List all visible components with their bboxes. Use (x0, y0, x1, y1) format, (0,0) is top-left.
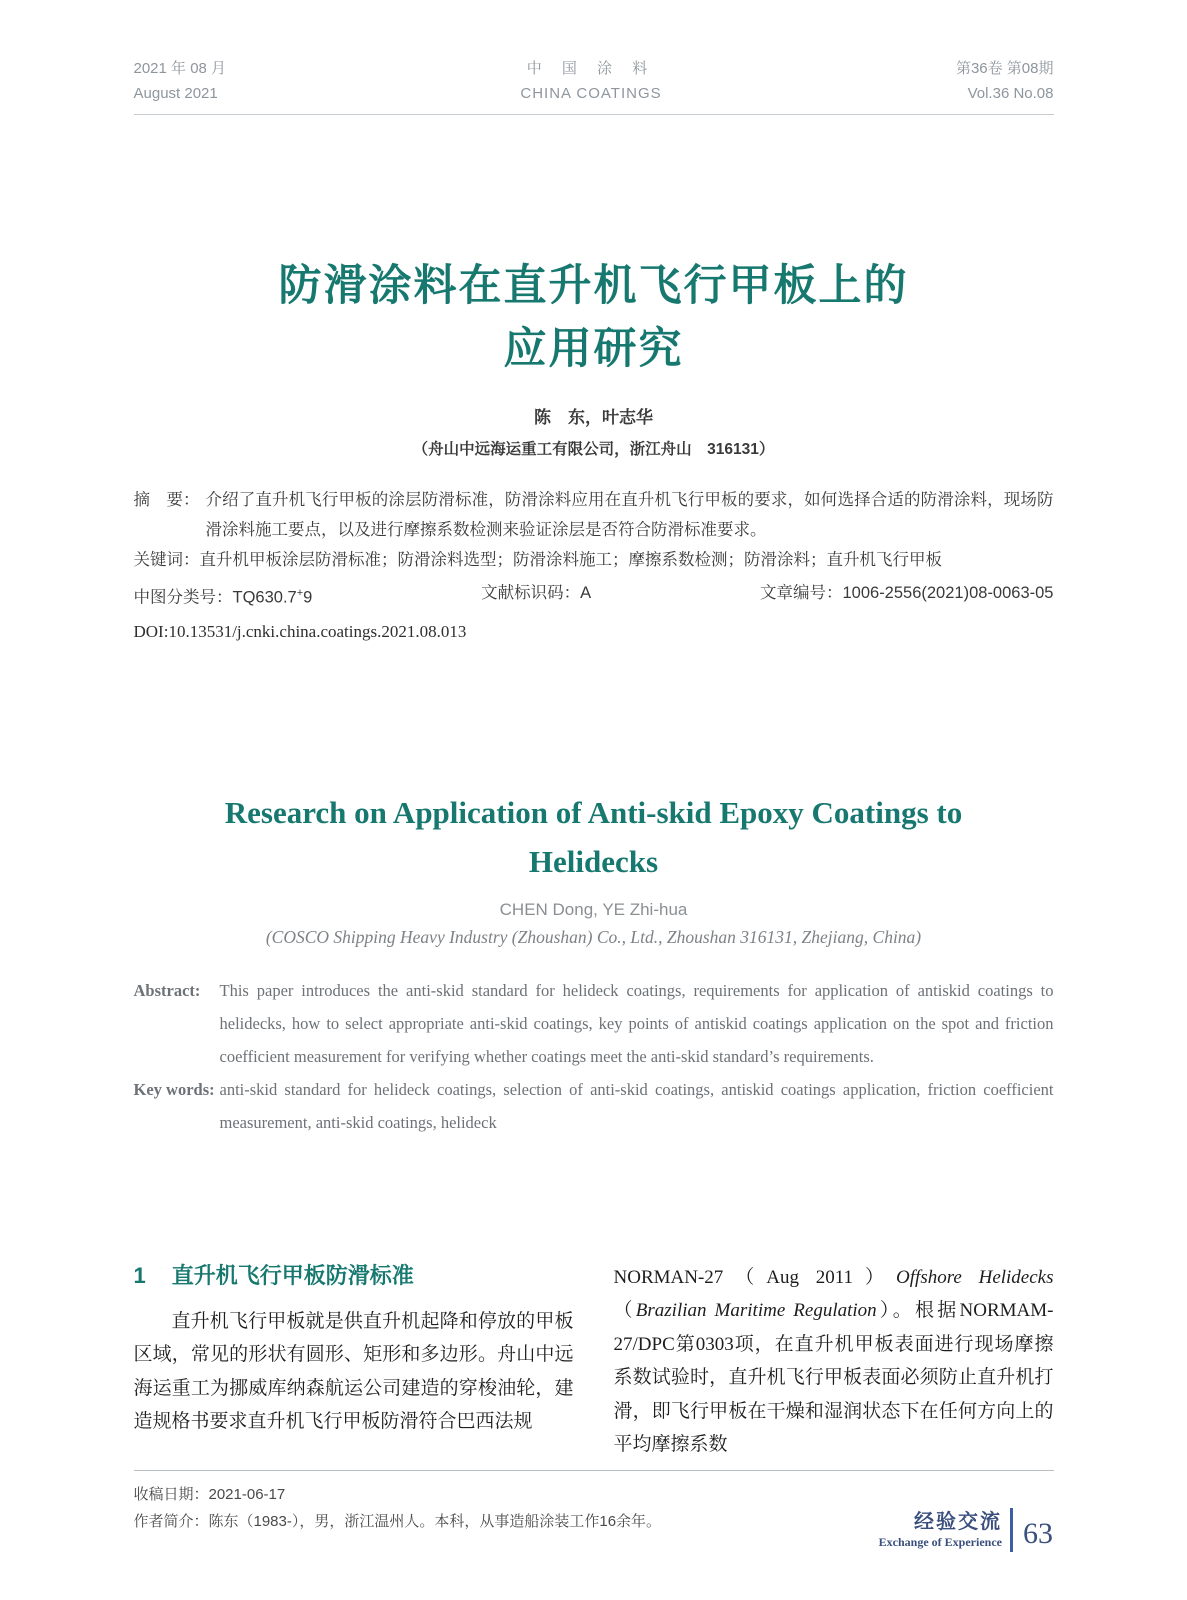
column-name-cn: 经验交流 (914, 1511, 1002, 1533)
clc-superscript: + (296, 587, 304, 599)
column-name (879, 1510, 1002, 1550)
abstract-en-text: This paper introduces the anti-skid standard for helideck coatings, requirements for application of antiskid coatings to helidecks, how to select appropriate anti-skid coatings, key points of antiskid coatings application on the spot and friction coefficient measurement for verifying whether coatings meet the anti-skid standard’s requirements. (219, 980, 1054, 1066)
header-date (134, 56, 227, 106)
document-code: 文献标识码：A (481, 584, 592, 602)
right-column (614, 1261, 1054, 1462)
body-right-seg1: NORMAN-27（Aug 2011） (613, 1266, 897, 1288)
article-title-cn-line1: 防滑涂料在直升机飞行甲板上的 (278, 262, 909, 310)
header-volume-en: Vol.36 No.08 (967, 85, 1054, 102)
clc-number (134, 578, 313, 613)
column-name-en: Exchange of Experience (878, 1535, 1002, 1549)
article-title-en-line1: Research on Application of Anti-skid Epoxy Coatings to (224, 794, 963, 830)
header-divider (134, 114, 1054, 115)
keywords-en-text: anti-skid standard for helideck coatings, selection of anti-skid coatings, antiskid coatings application, friction coefficient measurement, anti-skid coatings, helideck (219, 1079, 1054, 1132)
footnote-divider (134, 1470, 1054, 1471)
article-title-en (134, 788, 1054, 886)
abstract-cn-label: 摘 要： (133, 491, 200, 509)
journal-name-en: CHINA COATINGS (520, 85, 662, 102)
section-1-number: 1 (133, 1262, 146, 1288)
body-right-seg2: （ (613, 1300, 636, 1321)
affiliation-cn: （舟山中远海运重工有限公司，浙江舟山 316131） (412, 441, 775, 458)
article-title-en-line2: Helidecks (528, 843, 659, 879)
keywords-cn-label: 关键词： (133, 551, 200, 569)
journal-name-cn: 中 国 涂 料 (526, 60, 656, 77)
header-date-cn: 2021 年 08 月 (133, 60, 227, 77)
keywords-en (134, 1073, 1054, 1139)
abstract-en (134, 974, 1054, 1073)
clc-base: TQ630.7 (232, 588, 297, 607)
body-paragraph-left: 直升机飞行甲板就是供直升机起降和停放的甲板区域，常见的形状有圆形、矩形和多边形。舟山中远海运重工为挪威库纳森航运公司建造的穿梭油轮，建造规格书要求直升机飞行甲板防滑符合巴西法规 (133, 1310, 574, 1432)
body-right-italic1: Offshore Helidecks (896, 1266, 1054, 1288)
header-volume-cn: 第36卷 第08期 (955, 60, 1054, 77)
journal-name (520, 56, 661, 106)
article-title-cn (134, 255, 1054, 381)
keywords-cn (134, 545, 1054, 575)
keywords-cn-text: 直升机甲板涂层防滑标准；防滑涂料选型；防滑涂料施工；摩擦系数检测；防滑涂料；直升机飞行甲板 (199, 551, 942, 569)
page-content (134, 0, 1054, 1535)
abstract-cn (134, 485, 1054, 545)
body-right-italic2: Brazilian Maritime Regulation (635, 1300, 877, 1321)
body-paragraph-right (614, 1261, 1054, 1462)
footer-divider-bar (1010, 1508, 1013, 1552)
section-1-title: 直升机飞行甲板防滑标准 (171, 1262, 414, 1288)
clc-label: 中图分类号： (133, 588, 233, 607)
meta-row (134, 578, 1054, 613)
section-1-heading (134, 1261, 574, 1291)
body-right-seg3: ）。根据NORMAM-27/DPC第0303项，在直升机甲板表面进行现场摩擦系数试验时，直升机飞行甲板表面必须防止直升机打滑，即飞行甲板在干燥和湿润状态下在任何方向上的平均摩擦系数 (613, 1300, 1054, 1455)
authors-en: CHEN Dong, YE Zhi-hua (499, 899, 688, 919)
affiliation-en: (COSCO Shipping Heavy Industry (Zhoushan) Co., Ltd., Zhoushan 316131, Zhejiang, China) (265, 926, 922, 947)
article-title-cn-line2: 应用研究 (503, 325, 684, 373)
doi: DOI:10.13531/j.cnki.china.coatings.2021.08.013 (133, 621, 467, 641)
left-column (134, 1261, 574, 1462)
authors-cn: 陈 东，叶志华 (534, 408, 653, 427)
page-number: 63 (1023, 1517, 1053, 1550)
header-volume (956, 56, 1054, 106)
received-date: 收稿日期：2021-06-17 (133, 1485, 286, 1503)
author-bio: 作者简介：陈东（1983-），男，浙江温州人。本科，从事造船涂装工作16余年。 (133, 1512, 662, 1530)
journal-header (134, 0, 1054, 106)
page-footer (879, 1508, 1053, 1552)
abstract-en-label: Abstract: (133, 980, 201, 1000)
header-date-en: August 2021 (133, 85, 218, 102)
abstract-cn-text: 介绍了直升机飞行甲板的涂层防滑标准，防滑涂料应用在直升机飞行甲板的要求，如何选择合适的防滑涂料，现场防滑涂料施工要点，以及进行摩擦系数检测来验证涂层是否符合防滑标准要求。 (205, 491, 1054, 539)
article-id: 文章编号：1006-2556(2021)08-0063-05 (759, 584, 1054, 602)
keywords-en-label: Key words: (133, 1079, 215, 1099)
body-columns (134, 1261, 1054, 1462)
clc-tail: 9 (303, 588, 313, 607)
